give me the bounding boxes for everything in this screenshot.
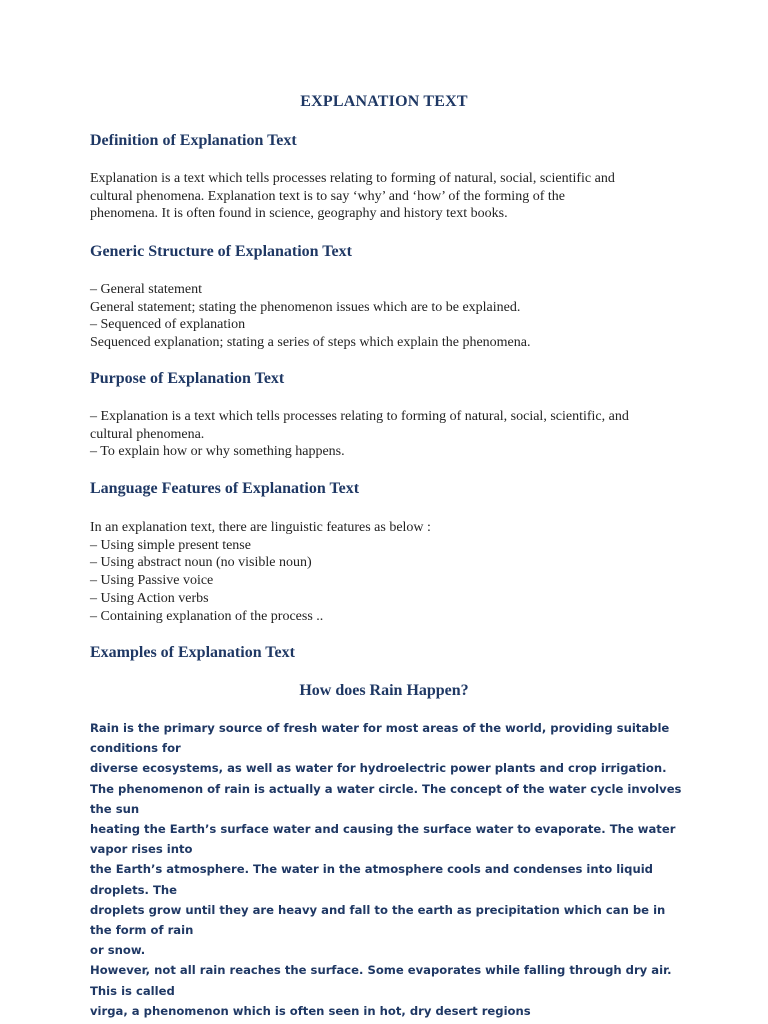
text-line: – Containing explanation of the process ..: [90, 608, 324, 624]
heading-generic-structure: Generic Structure of Explanation Text: [90, 243, 352, 260]
language-features-list: [90, 519, 690, 625]
text-line: cultural phenomena. Explanation text is to say ‘why’ and ‘how’ of the forming of the: [90, 188, 565, 204]
text-line: Explanation is a text which tells processes relating to forming of natural, social, scientific and: [90, 171, 615, 186]
example-title: How does Rain Happen?: [299, 682, 469, 699]
text-line: virga, a phenomenon which is often seen in hot, dry desert regions: [90, 1003, 531, 1018]
text-line: Sequenced explanation; stating a series of steps which explain the phenomena.: [90, 335, 531, 351]
heading-examples: Examples of Explanation Text: [90, 644, 295, 661]
text-line: – To explain how or why something happens.: [90, 444, 345, 460]
text-line: cultural phenomena.: [90, 426, 205, 442]
text-line: – General statement: [90, 282, 202, 297]
purpose-list: [90, 408, 690, 461]
text-line: – Using Passive voice: [90, 573, 214, 589]
text-line: heating the Earth’s surface water and causing the surface water to evaporate. The water vapor rises into: [90, 822, 676, 857]
text-line: Rain is the primary source of fresh water for most areas of the world, providing suitable conditions for: [90, 721, 670, 756]
text-line: – Sequenced of explanation: [90, 317, 246, 333]
definition-paragraph: [90, 170, 690, 223]
text-line: – Using simple present tense: [90, 537, 251, 553]
heading-definition: Definition of Explanation Text: [90, 132, 297, 149]
text-line: – Using abstract noun (no visible noun): [90, 555, 312, 571]
text-line: General statement; stating the phenomenon issues which are to be explained.: [90, 299, 521, 315]
generic-structure-list: [90, 281, 690, 352]
text-line: phenomena. It is often found in science, geography and history text books.: [90, 206, 508, 222]
example-paragraph: [90, 718, 690, 1021]
text-line: – Using Action verbs: [90, 590, 209, 606]
document-title: EXPLANATION TEXT: [300, 93, 468, 110]
heading-purpose: Purpose of Explanation Text: [90, 370, 285, 387]
text-line: – Explanation is a text which tells processes relating to forming of natural, social, scientific, and: [90, 409, 629, 424]
text-line: The phenomenon of rain is actually a water circle. The concept of the water cycle involves the sun: [90, 781, 682, 816]
heading-language-features: Language Features of Explanation Text: [90, 480, 360, 497]
text-line: or snow.: [90, 943, 146, 958]
text-line: droplets grow until they are heavy and fall to the earth as precipitation which can be in the form of rain: [90, 902, 666, 938]
text-line: diverse ecosystems, as well as water for hydroelectric power plants and crop irrigation.: [90, 761, 667, 776]
text-line: However, not all rain reaches the surface. Some evaporates while falling through dry air. This is called: [90, 963, 672, 998]
text-line: In an explanation text, there are linguistic features as below :: [90, 520, 431, 535]
text-line: the Earth’s atmosphere. The water in the atmosphere cools and condenses into liquid droplets. The: [90, 862, 653, 897]
